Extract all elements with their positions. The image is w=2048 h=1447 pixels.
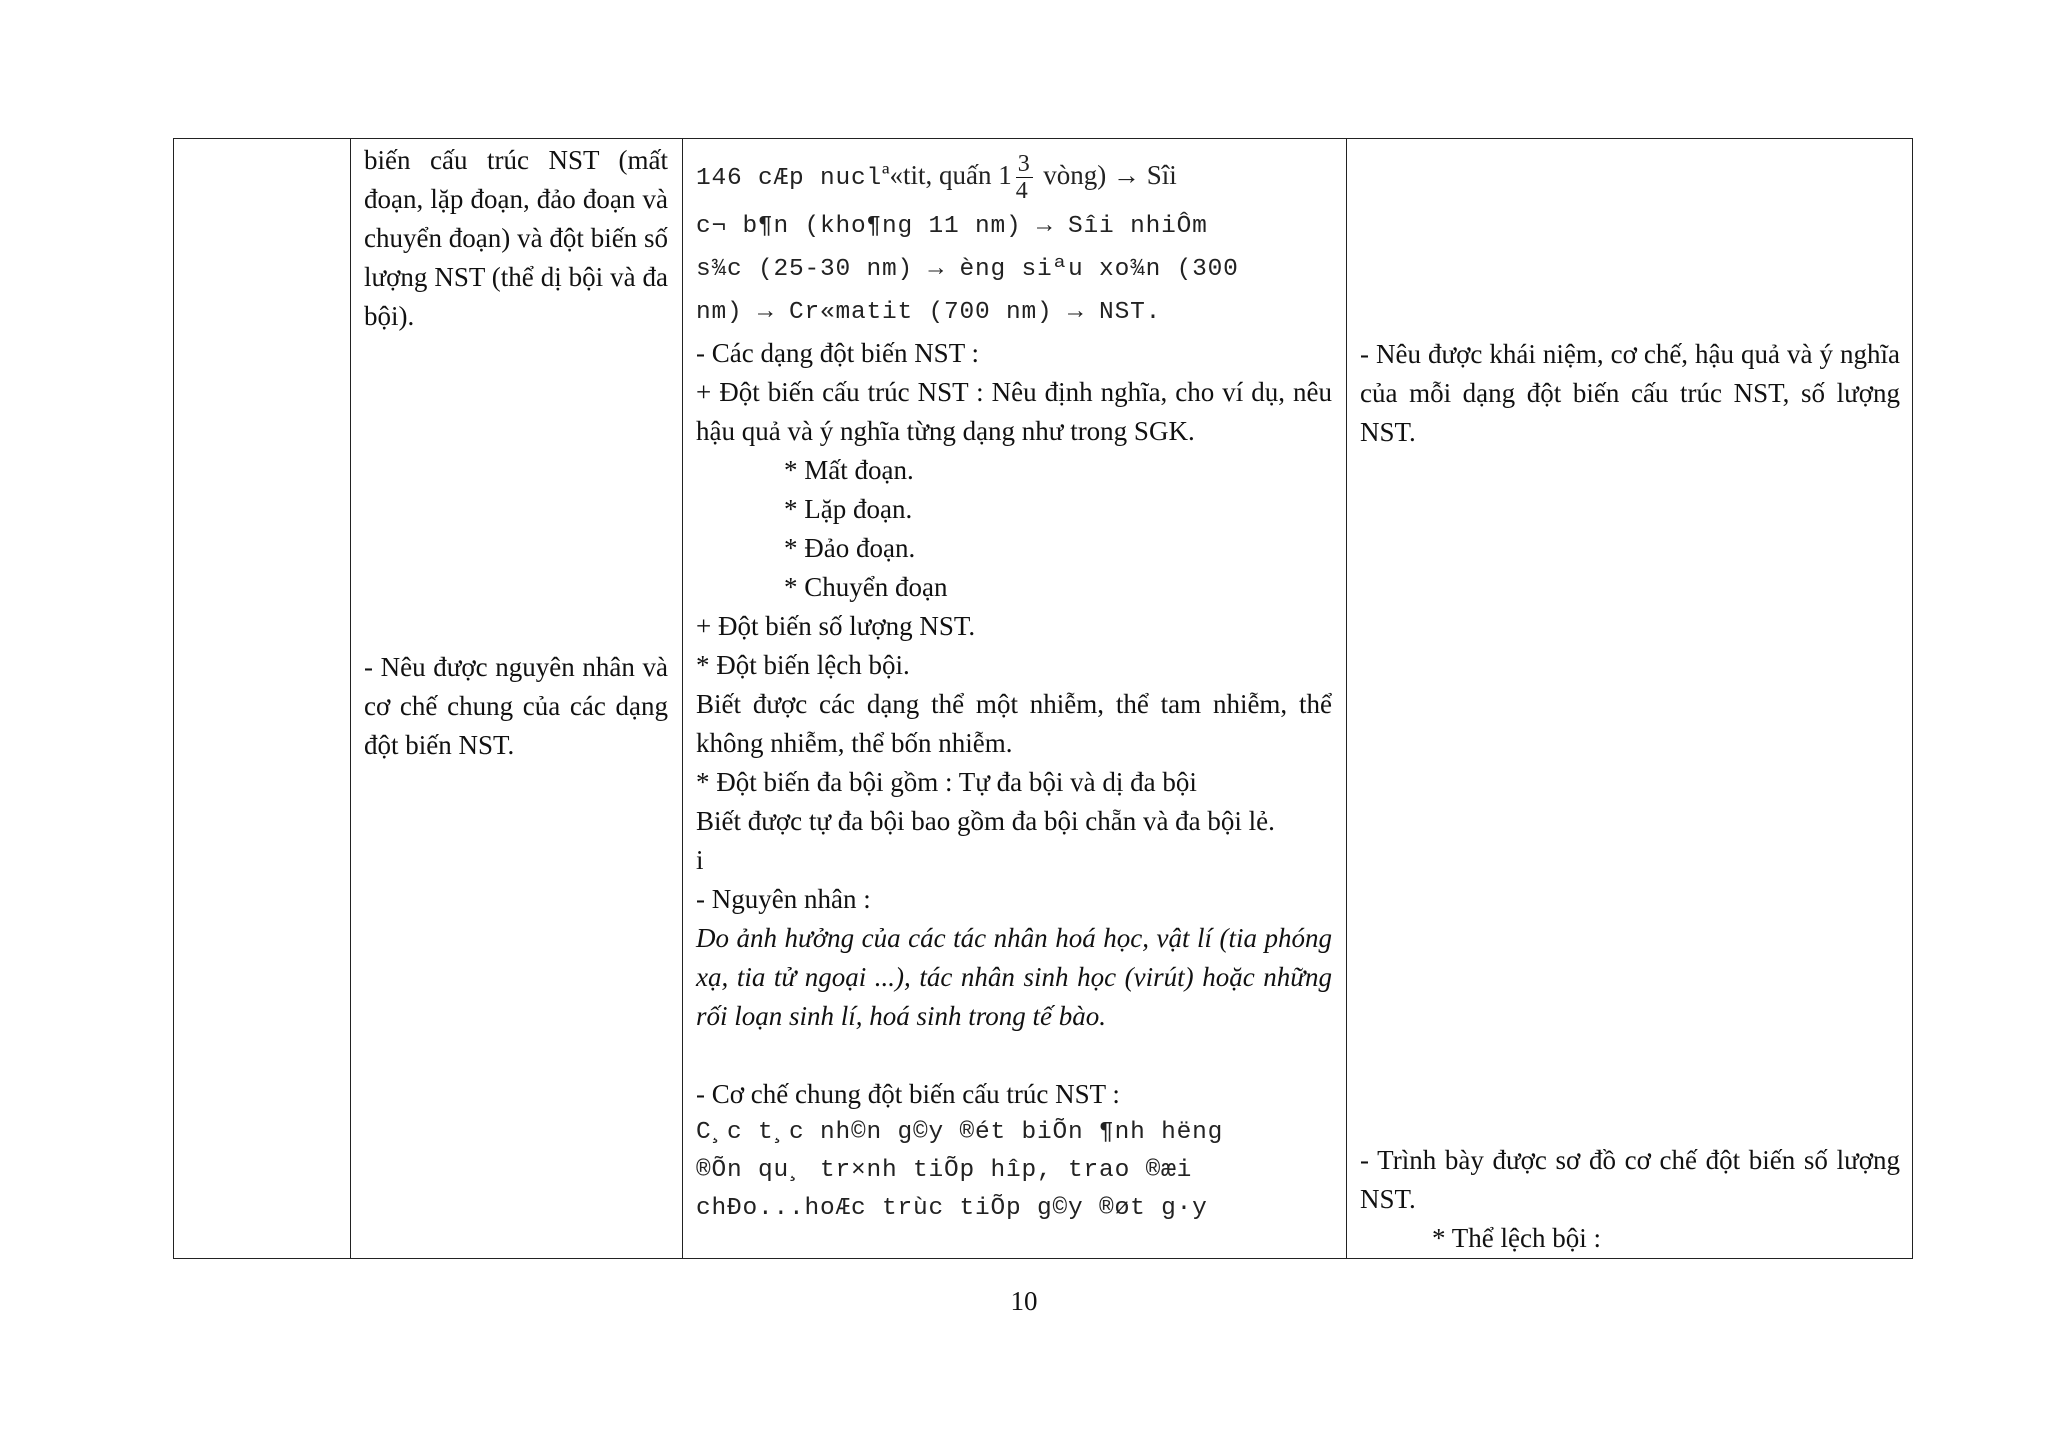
list-item: * Lặp đoạn.	[784, 494, 913, 524]
paragraph: + Đột biến số lượng NST.	[696, 611, 976, 641]
table-cell-col1	[174, 139, 350, 1258]
list-item: * Chuyển đoạn	[784, 572, 948, 602]
paragraph: + Đột biến cấu trúc NST : Nêu định nghĩa, cho ví dụ, nêu hậu quả và ý nghĩa từng dạng như trong SGK.	[696, 377, 1332, 446]
table-cell-col3	[696, 145, 1332, 1228]
garbled-text-line: 146 cÆp nuclª«tit, quấn 1 $\frac{3}{4}$ vòng) → Sîi	[696, 151, 1177, 205]
table-cell-col2	[364, 141, 668, 765]
garbled-text-line: nm) → Cr«matit (700 nm) → NST.	[696, 299, 1162, 326]
objective-text: biến cấu trúc NST (mất đoạn, lặp đoạn, đảo đoạn và chuyển đoạn) và đột biến số lượng NST (thể dị bội và đa bội).	[364, 145, 668, 331]
list-item: * Mất đoạn.	[784, 455, 914, 485]
section-heading: - Các dạng đột biến NST :	[696, 338, 979, 368]
paragraph: Do ảnh hưởng của các tác nhân hoá học, vật lí (tia phóng xạ, tia tử ngoại ...), tác nhân sinh học (virút) hoặc những rối loạn sinh lí, hoá sinh trong tế bào.	[696, 923, 1332, 1031]
paragraph: Biết được tự đa bội bao gồm đa bội chẵn và đa bội lẻ.	[696, 806, 1275, 836]
garbled-text-line: ®Õn qu¸ tr×nh tiÕp hîp, trao ®æi	[696, 1157, 1193, 1184]
garbled-text-line: s¾c (25-30 nm) → èng siªu xo¾n (300	[696, 256, 1239, 283]
garbled-text-line: c¬ b¶n (kho¶ng 11 nm) → Sîi nhiÔm	[696, 213, 1208, 240]
objective-text: - Nêu được khái niệm, cơ chế, hậu quả và ý nghĩa của mỗi dạng đột biến cấu trúc NST, số lượng NST.	[1360, 339, 1900, 447]
fraction: $\frac{3}{4}$	[1015, 151, 1031, 205]
paragraph: Biết được các dạng thể một nhiễm, thể tam nhiễm, thể không nhiễm, thể bốn nhiễm.	[696, 689, 1332, 758]
paragraph: * Đột biến lệch bội.	[696, 650, 910, 680]
column-divider	[350, 139, 351, 1258]
objective-text: - Nêu được nguyên nhân và cơ chế chung của các dạng đột biến NST.	[364, 652, 668, 760]
garbled-text-line: chÐo...hoÆc trùc tiÕp g©y ®øt g·y	[696, 1195, 1208, 1222]
table-cell-col4	[1360, 335, 1900, 452]
table-cell-col4-lower	[1360, 1141, 1900, 1258]
paragraph: * Đột biến đa bội gồm : Tự đa bội và dị đa bội	[696, 767, 1197, 797]
column-divider	[1346, 139, 1347, 1258]
content-table	[173, 138, 1913, 1259]
garbled-text-line: C¸c t¸c nh©n g©y ®ét biÕn ¶nh hëng	[696, 1119, 1224, 1146]
stray-text: i	[696, 845, 704, 875]
list-item: * Đảo đoạn.	[784, 533, 916, 563]
section-heading: - Nguyên nhân :	[696, 884, 871, 914]
list-item: * Thể lệch bội :	[1432, 1223, 1601, 1253]
section-heading: - Cơ chế chung đột biến cấu trúc NST :	[696, 1079, 1120, 1109]
column-divider	[682, 139, 683, 1258]
page-number: 10	[1010, 1286, 1038, 1316]
objective-text: - Trình bày được sơ đồ cơ chế đột biến số lượng NST.	[1360, 1145, 1900, 1214]
